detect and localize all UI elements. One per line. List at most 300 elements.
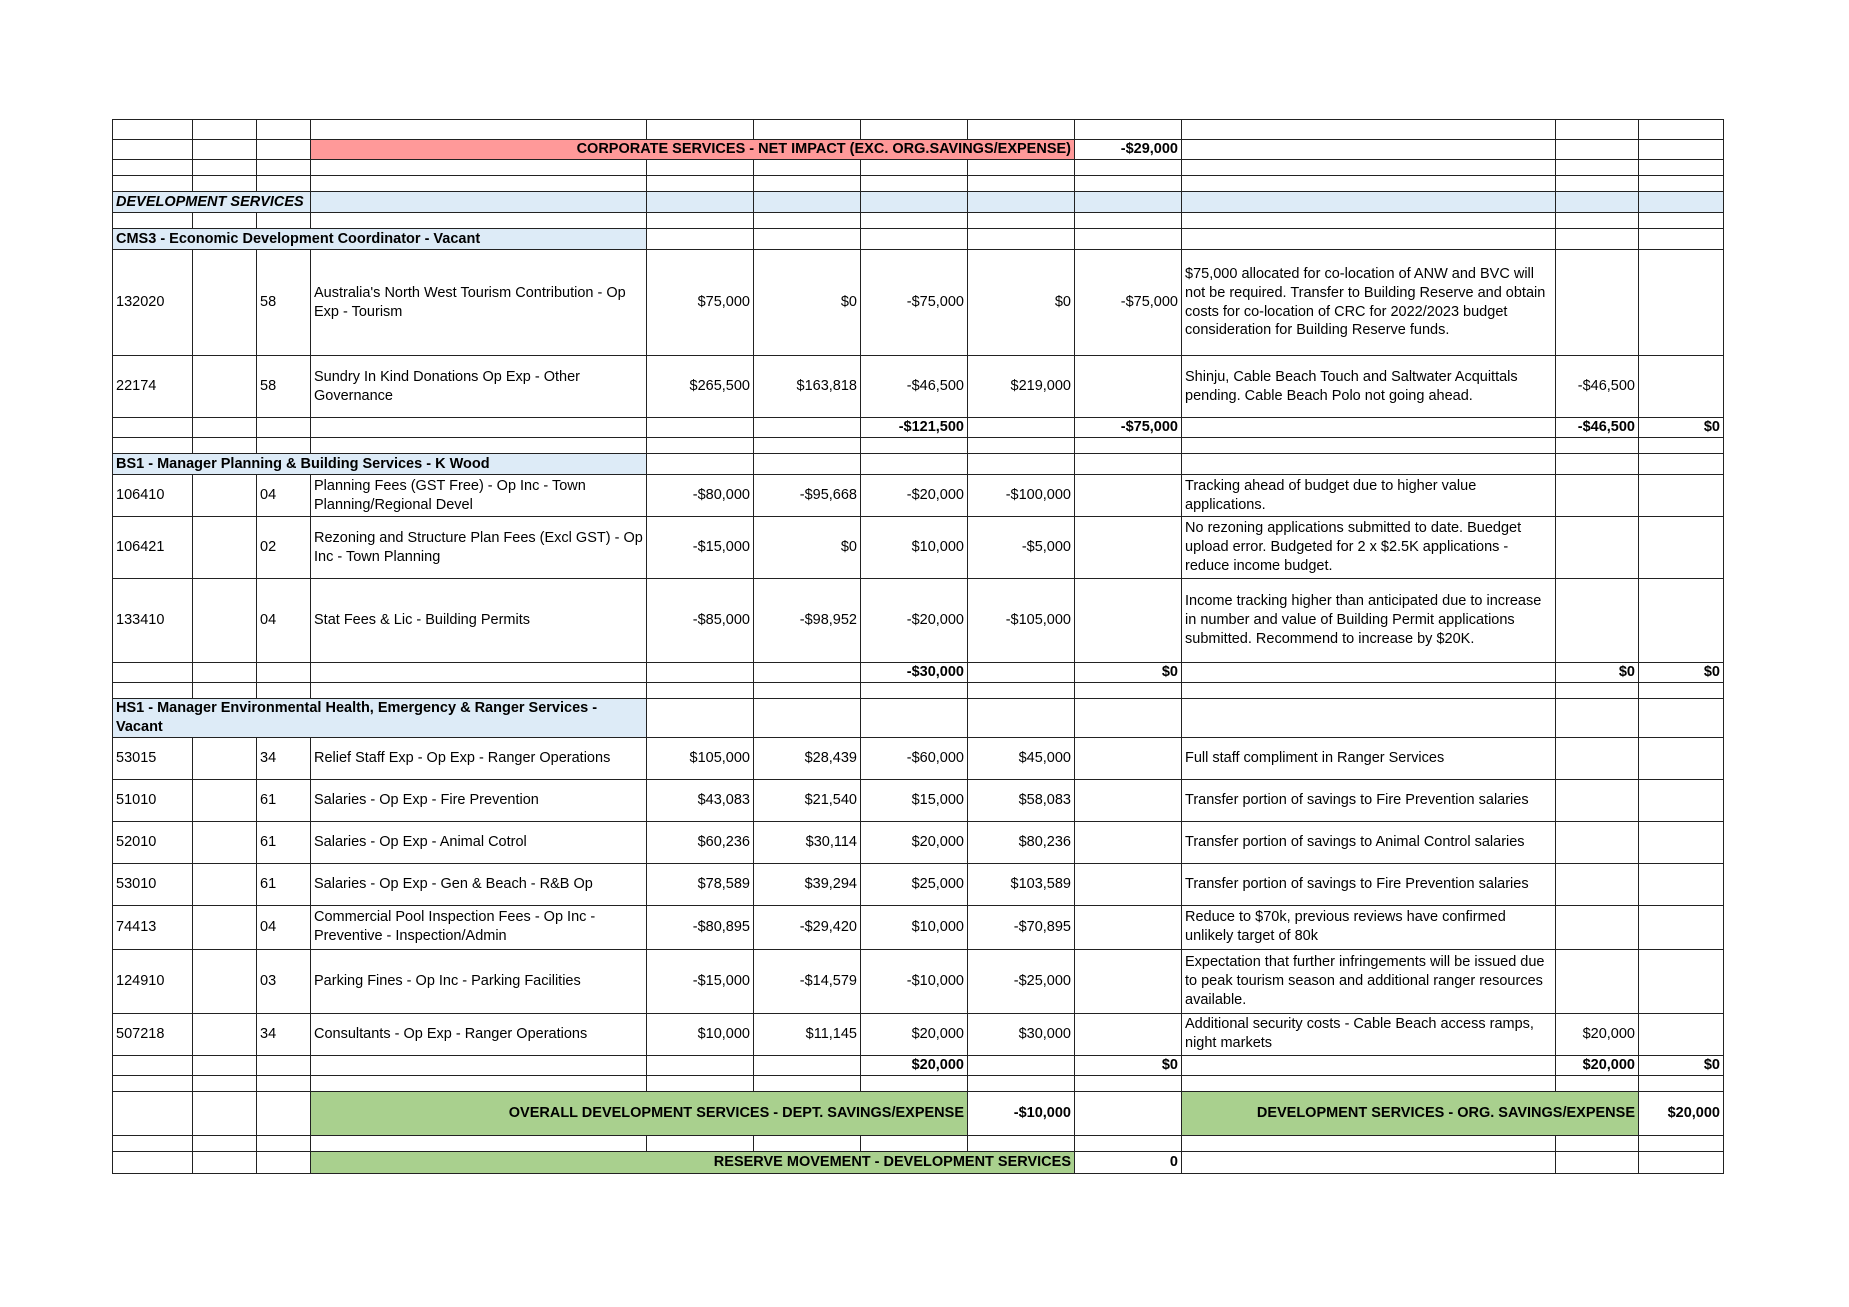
subtotal-change: -$121,500: [861, 418, 968, 438]
empty-cell: [113, 663, 193, 683]
description: Rezoning and Structure Plan Fees (Excl GST) - Op Inc - Town Planning: [311, 517, 647, 579]
empty-cell: [1182, 699, 1556, 738]
empty-cell: [1556, 140, 1639, 160]
org-value: [1556, 949, 1639, 1013]
empty-cell: [311, 176, 647, 192]
empty-cell: [113, 1075, 193, 1091]
empty-cell: [754, 418, 861, 438]
reserve-movement-label: RESERVE MOVEMENT - DEVELOPMENT SERVICES: [311, 1151, 1075, 1173]
sub-code: 61: [257, 821, 311, 863]
sub-code: 58: [257, 250, 311, 356]
empty-cell: [113, 160, 193, 176]
blank-row: [113, 176, 1724, 192]
empty-cell: [193, 176, 257, 192]
hs1-title-row: [113, 699, 1724, 738]
empty-cell: [1075, 1135, 1182, 1151]
blank-row: [113, 213, 1724, 229]
empty-cell: [968, 663, 1075, 683]
empty-cell: [113, 418, 193, 438]
empty-cell: [861, 683, 968, 699]
sub-code: 04: [257, 579, 311, 663]
comment: Transfer portion of savings to Fire Prevention salaries: [1182, 779, 1556, 821]
corporate-net-impact-row: [113, 140, 1724, 160]
empty-cell: [193, 475, 257, 517]
account-code: 22174: [113, 356, 193, 418]
subtotal-last: $0: [1639, 418, 1724, 438]
change-value: -$20,000: [861, 579, 968, 663]
description: Commercial Pool Inspection Fees - Op Inc - Preventive - Inspection/Admin: [311, 905, 647, 949]
empty-cell: [1182, 213, 1556, 229]
comment: $75,000 allocated for co-location of ANW and BVC will not be required. Transfer to Building Reserve and obtain costs for co-location of CRC for 2022/2023 budget consideration for Building Reserve funds.: [1182, 250, 1556, 356]
budget-value: -$15,000: [647, 949, 754, 1013]
empty-cell: [647, 120, 754, 140]
empty-cell: [193, 663, 257, 683]
empty-cell: [647, 438, 754, 454]
org-value: $20,000: [1556, 1013, 1639, 1055]
revised-value: -$70,895: [968, 905, 1075, 949]
empty-cell: [1639, 949, 1724, 1013]
revised-value: $0: [968, 250, 1075, 356]
empty-cell: [113, 176, 193, 192]
table-row: [113, 949, 1724, 1013]
empty-cell: [1639, 779, 1724, 821]
revised-value: $103,589: [968, 863, 1075, 905]
empty-cell: [1075, 1075, 1182, 1091]
empty-cell: [311, 120, 647, 140]
org-value: [1556, 250, 1639, 356]
empty-cell: [647, 229, 754, 250]
comment: Income tracking higher than anticipated due to increase in number and value of Building Permit applications submitted. Recommend to increase by $20K.: [1182, 579, 1556, 663]
description: Planning Fees (GST Free) - Op Inc - Town Planning/Regional Devel: [311, 475, 647, 517]
empty-cell: [257, 1151, 311, 1173]
table-row: [113, 517, 1724, 579]
empty-cell: [1556, 213, 1639, 229]
change-value: $20,000: [861, 821, 968, 863]
empty-cell: [647, 699, 754, 738]
empty-cell: [1075, 905, 1182, 949]
ytd-value: $0: [754, 517, 861, 579]
description: Salaries - Op Exp - Fire Prevention: [311, 779, 647, 821]
overall-development-services-row: [113, 1091, 1724, 1135]
comment: Transfer portion of savings to Animal Control salaries: [1182, 821, 1556, 863]
empty-cell: [311, 213, 647, 229]
sub-code: 34: [257, 1013, 311, 1055]
empty-cell: [1075, 160, 1182, 176]
blank-row: [113, 160, 1724, 176]
change-value: -$10,000: [861, 949, 968, 1013]
empty-cell: [647, 683, 754, 699]
empty-cell: [754, 699, 861, 738]
account-code: 106421: [113, 517, 193, 579]
empty-cell: [1075, 779, 1182, 821]
comment: Tracking ahead of budget due to higher value applications.: [1182, 475, 1556, 517]
table-row: [113, 250, 1724, 356]
empty-cell: [1182, 1151, 1556, 1173]
empty-cell: [754, 176, 861, 192]
empty-cell: [1182, 120, 1556, 140]
empty-cell: [1639, 737, 1724, 779]
empty-cell: [193, 821, 257, 863]
budget-value: $10,000: [647, 1013, 754, 1055]
budget-value: $60,236: [647, 821, 754, 863]
empty-cell: [1639, 905, 1724, 949]
change-value: $20,000: [861, 1013, 968, 1055]
ytd-value: -$95,668: [754, 475, 861, 517]
blank-row: [113, 1135, 1724, 1151]
bs1-title-row: [113, 454, 1724, 475]
empty-cell: [968, 160, 1075, 176]
empty-cell: [1639, 192, 1724, 213]
empty-cell: [1182, 140, 1556, 160]
sub-code: 02: [257, 517, 311, 579]
empty-cell: [113, 683, 193, 699]
empty-cell: [193, 683, 257, 699]
budget-value: $105,000: [647, 737, 754, 779]
empty-cell: [647, 1075, 754, 1091]
description: Salaries - Op Exp - Gen & Beach - R&B Op: [311, 863, 647, 905]
empty-cell: [647, 192, 754, 213]
budget-value: -$15,000: [647, 517, 754, 579]
table-row: [113, 737, 1724, 779]
reserve-value: [1075, 356, 1182, 418]
reserve-value: -$75,000: [1075, 250, 1182, 356]
empty-cell: [861, 438, 968, 454]
change-value: -$46,500: [861, 356, 968, 418]
empty-cell: [1639, 438, 1724, 454]
empty-cell: [257, 1091, 311, 1135]
org-value: [1556, 737, 1639, 779]
ytd-value: -$29,420: [754, 905, 861, 949]
blank-row: [113, 120, 1724, 140]
empty-cell: [1075, 438, 1182, 454]
empty-cell: [193, 250, 257, 356]
overall-dept-savings-label: OVERALL DEVELOPMENT SERVICES - DEPT. SAVINGS/EXPENSE: [311, 1091, 968, 1135]
empty-cell: [1556, 683, 1639, 699]
subtotal-org: $20,000: [1556, 1055, 1639, 1075]
empty-cell: [1639, 356, 1724, 418]
empty-cell: [968, 438, 1075, 454]
empty-cell: [257, 1075, 311, 1091]
ytd-value: -$14,579: [754, 949, 861, 1013]
account-code: 124910: [113, 949, 193, 1013]
empty-cell: [1075, 475, 1182, 517]
empty-cell: [113, 213, 193, 229]
empty-cell: [1639, 229, 1724, 250]
empty-cell: [193, 140, 257, 160]
change-value: $10,000: [861, 517, 968, 579]
org-savings-value: $20,000: [1639, 1091, 1724, 1135]
budget-value: -$85,000: [647, 579, 754, 663]
empty-cell: [861, 213, 968, 229]
empty-cell: [754, 229, 861, 250]
account-code: 74413: [113, 905, 193, 949]
empty-cell: [754, 438, 861, 454]
empty-cell: [193, 1135, 257, 1151]
empty-cell: [311, 418, 647, 438]
change-value: $15,000: [861, 779, 968, 821]
empty-cell: [1075, 120, 1182, 140]
org-value: [1556, 475, 1639, 517]
empty-cell: [1182, 192, 1556, 213]
description: Relief Staff Exp - Op Exp - Ranger Operations: [311, 737, 647, 779]
table-row: [113, 579, 1724, 663]
comment: Reduce to $70k, previous reviews have confirmed unlikely target of 80k: [1182, 905, 1556, 949]
empty-cell: [1182, 438, 1556, 454]
empty-cell: [1639, 176, 1724, 192]
empty-cell: [1182, 418, 1556, 438]
empty-cell: [968, 683, 1075, 699]
empty-cell: [1182, 454, 1556, 475]
cms3-title: CMS3 - Economic Development Coordinator - Vacant: [113, 229, 647, 250]
org-value: -$46,500: [1556, 356, 1639, 418]
sub-code: 04: [257, 475, 311, 517]
empty-cell: [193, 418, 257, 438]
empty-cell: [257, 663, 311, 683]
table-row: [113, 821, 1724, 863]
empty-cell: [193, 438, 257, 454]
account-code: 53015: [113, 737, 193, 779]
empty-cell: [1639, 475, 1724, 517]
blank-row: [113, 438, 1724, 454]
hs1-title: HS1 - Manager Environmental Health, Emergency & Ranger Services - Vacant: [113, 699, 647, 738]
empty-cell: [311, 1135, 647, 1151]
empty-cell: [647, 454, 754, 475]
empty-cell: [1639, 579, 1724, 663]
description: Parking Fines - Op Inc - Parking Facilities: [311, 949, 647, 1013]
empty-cell: [311, 438, 647, 454]
reserve-movement-row: [113, 1151, 1724, 1173]
empty-cell: [193, 905, 257, 949]
empty-cell: [754, 683, 861, 699]
sub-code: 58: [257, 356, 311, 418]
org-savings-label: DEVELOPMENT SERVICES - ORG. SAVINGS/EXPENSE: [1182, 1091, 1639, 1135]
sub-code: 61: [257, 779, 311, 821]
revised-value: -$105,000: [968, 579, 1075, 663]
corporate-net-impact-label: CORPORATE SERVICES - NET IMPACT (EXC. ORG.SAVINGS/EXPENSE): [311, 140, 1075, 160]
empty-cell: [311, 192, 647, 213]
table-row: [113, 1013, 1724, 1055]
budget-value: -$80,895: [647, 905, 754, 949]
change-value: -$60,000: [861, 737, 968, 779]
blank-row: [113, 683, 1724, 699]
description: Salaries - Op Exp - Animal Cotrol: [311, 821, 647, 863]
revised-value: $30,000: [968, 1013, 1075, 1055]
empty-cell: [861, 120, 968, 140]
empty-cell: [647, 176, 754, 192]
empty-cell: [647, 418, 754, 438]
org-value: [1556, 517, 1639, 579]
development-services-header-row: [113, 192, 1724, 213]
empty-cell: [968, 213, 1075, 229]
empty-cell: [257, 1135, 311, 1151]
budget-value: $75,000: [647, 250, 754, 356]
subtotal-row: [113, 663, 1724, 683]
subtotal-row: [113, 1055, 1724, 1075]
revised-value: $45,000: [968, 737, 1075, 779]
account-code: 132020: [113, 250, 193, 356]
empty-cell: [968, 120, 1075, 140]
empty-cell: [754, 192, 861, 213]
empty-cell: [193, 949, 257, 1013]
empty-cell: [193, 1091, 257, 1135]
empty-cell: [1639, 213, 1724, 229]
empty-cell: [1556, 1135, 1639, 1151]
description: Australia's North West Tourism Contribution - Op Exp - Tourism: [311, 250, 647, 356]
subtotal-change: $20,000: [861, 1055, 968, 1075]
budget-review-sheet: [112, 119, 1724, 1174]
empty-cell: [113, 1151, 193, 1173]
subtotal-org: -$46,500: [1556, 418, 1639, 438]
change-value: -$75,000: [861, 250, 968, 356]
empty-cell: [1075, 192, 1182, 213]
empty-cell: [311, 1055, 647, 1075]
empty-cell: [193, 160, 257, 176]
empty-cell: [968, 1055, 1075, 1075]
empty-cell: [257, 1055, 311, 1075]
revised-value: -$25,000: [968, 949, 1075, 1013]
empty-cell: [754, 1055, 861, 1075]
empty-cell: [257, 438, 311, 454]
empty-cell: [1075, 454, 1182, 475]
empty-cell: [1556, 229, 1639, 250]
empty-cell: [968, 418, 1075, 438]
empty-cell: [1556, 1075, 1639, 1091]
empty-cell: [968, 192, 1075, 213]
empty-cell: [257, 418, 311, 438]
empty-cell: [1556, 438, 1639, 454]
empty-cell: [1556, 192, 1639, 213]
account-code: 106410: [113, 475, 193, 517]
subtotal-org: $0: [1556, 663, 1639, 683]
sub-code: 03: [257, 949, 311, 1013]
empty-cell: [1639, 120, 1724, 140]
account-code: 133410: [113, 579, 193, 663]
empty-cell: [968, 699, 1075, 738]
empty-cell: [754, 1135, 861, 1151]
bs1-title: BS1 - Manager Planning & Building Services - K Wood: [113, 454, 647, 475]
empty-cell: [193, 863, 257, 905]
cms3-title-row: [113, 229, 1724, 250]
empty-cell: [193, 737, 257, 779]
org-value: [1556, 779, 1639, 821]
empty-cell: [1639, 250, 1724, 356]
empty-cell: [1075, 229, 1182, 250]
empty-cell: [754, 160, 861, 176]
budget-value: $78,589: [647, 863, 754, 905]
empty-cell: [1639, 699, 1724, 738]
empty-cell: [113, 120, 193, 140]
empty-cell: [1182, 160, 1556, 176]
empty-cell: [257, 160, 311, 176]
empty-cell: [1182, 683, 1556, 699]
empty-cell: [754, 213, 861, 229]
empty-cell: [1182, 176, 1556, 192]
empty-cell: [968, 176, 1075, 192]
empty-cell: [1075, 863, 1182, 905]
description: Consultants - Op Exp - Ranger Operations: [311, 1013, 647, 1055]
table-row: [113, 905, 1724, 949]
empty-cell: [1075, 517, 1182, 579]
empty-cell: [1639, 863, 1724, 905]
empty-cell: [1075, 821, 1182, 863]
empty-cell: [193, 779, 257, 821]
empty-cell: [1182, 1135, 1556, 1151]
table-row: [113, 356, 1724, 418]
subtotal-reserve: -$75,000: [1075, 418, 1182, 438]
empty-cell: [647, 1055, 754, 1075]
corporate-net-impact-value: -$29,000: [1075, 140, 1182, 160]
empty-cell: [1182, 1075, 1556, 1091]
empty-cell: [1556, 176, 1639, 192]
empty-cell: [1639, 1151, 1724, 1173]
empty-cell: [861, 176, 968, 192]
empty-cell: [193, 517, 257, 579]
empty-cell: [1639, 683, 1724, 699]
empty-cell: [257, 213, 311, 229]
empty-cell: [113, 438, 193, 454]
empty-cell: [861, 1075, 968, 1091]
empty-cell: [1075, 1013, 1182, 1055]
empty-cell: [257, 176, 311, 192]
org-value: [1556, 579, 1639, 663]
empty-cell: [1639, 517, 1724, 579]
empty-cell: [1182, 1055, 1556, 1075]
account-code: 51010: [113, 779, 193, 821]
empty-cell: [647, 213, 754, 229]
subtotal-row: [113, 418, 1724, 438]
empty-cell: [1075, 949, 1182, 1013]
ytd-value: $163,818: [754, 356, 861, 418]
empty-cell: [1556, 1151, 1639, 1173]
empty-cell: [311, 663, 647, 683]
subtotal-change: -$30,000: [861, 663, 968, 683]
budget-value: -$80,000: [647, 475, 754, 517]
empty-cell: [193, 213, 257, 229]
blank-row: [113, 1075, 1724, 1091]
revised-value: $58,083: [968, 779, 1075, 821]
empty-cell: [193, 1075, 257, 1091]
empty-cell: [861, 192, 968, 213]
comment: Expectation that further infringements will be issued due to peak tourism season and additional ranger resources available.: [1182, 949, 1556, 1013]
empty-cell: [647, 160, 754, 176]
empty-cell: [1556, 454, 1639, 475]
revised-value: $80,236: [968, 821, 1075, 863]
empty-cell: [311, 683, 647, 699]
org-value: [1556, 863, 1639, 905]
change-value: $25,000: [861, 863, 968, 905]
sub-code: 34: [257, 737, 311, 779]
empty-cell: [1639, 1135, 1724, 1151]
sub-code: 04: [257, 905, 311, 949]
subtotal-last: $0: [1639, 1055, 1724, 1075]
empty-cell: [861, 160, 968, 176]
ytd-value: -$98,952: [754, 579, 861, 663]
empty-cell: [754, 1075, 861, 1091]
ytd-value: $28,439: [754, 737, 861, 779]
empty-cell: [1182, 229, 1556, 250]
empty-cell: [1639, 1013, 1724, 1055]
table-row: [113, 863, 1724, 905]
empty-cell: [1639, 160, 1724, 176]
empty-cell: [968, 1075, 1075, 1091]
revised-value: -$5,000: [968, 517, 1075, 579]
empty-cell: [1075, 737, 1182, 779]
ytd-value: $30,114: [754, 821, 861, 863]
empty-cell: [1639, 140, 1724, 160]
empty-cell: [754, 663, 861, 683]
change-value: -$20,000: [861, 475, 968, 517]
change-value: $10,000: [861, 905, 968, 949]
